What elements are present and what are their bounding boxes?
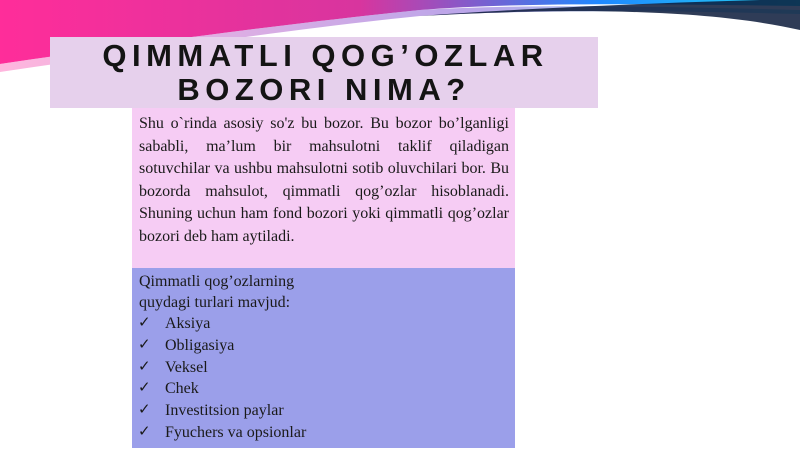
slide-title-line-2: BOZORI NIMA? <box>177 72 471 107</box>
checkmark-icon: ✓ <box>138 421 151 440</box>
definition-paragraph: Shu o`rinda asosiy so'z bu bozor. Bu bozor bo’lganligi sababli, ma’lum bir mahsulotni taklif qiladigan sotuvchilar va ushbu mahsulotni sotib oluvchilari bor. Bu bozorda mahsulot, qimmatli qog’ozlar hisoblanadi. Shuning uchun ham fond bozori yoki qimmatli qog’ozlar bozori deb ham aytiladi. <box>139 115 509 245</box>
slide-title-line-1: QIMMATLI QOG’OZLAR <box>102 38 549 73</box>
list-item-label: Chek <box>165 380 199 398</box>
types-panel <box>132 268 515 448</box>
checkmark-icon: ✓ <box>138 378 151 397</box>
list-item-label: Fyuchers va opsionlar <box>165 423 307 441</box>
list-item-label: Aksiya <box>165 315 211 332</box>
types-list <box>132 313 515 444</box>
list-item <box>132 400 515 422</box>
checkmark-icon: ✓ <box>138 334 151 353</box>
title-banner <box>50 37 598 108</box>
list-item-label: Veksel <box>165 358 208 376</box>
types-intro-line-2: quydagi turlari mavjud: <box>139 294 291 311</box>
list-item <box>132 378 515 400</box>
list-item-label: Investitsion paylar <box>165 402 284 420</box>
checkmark-icon: ✓ <box>138 356 151 375</box>
list-item <box>132 422 515 444</box>
list-item <box>132 357 515 379</box>
types-intro-line-1: Qimmatli qog’ozlarning <box>139 273 295 290</box>
definition-panel <box>132 108 515 268</box>
checkmark-icon: ✓ <box>138 313 151 331</box>
types-intro <box>139 271 439 313</box>
list-item <box>132 313 515 335</box>
list-item <box>132 335 515 357</box>
checkmark-icon: ✓ <box>138 400 151 419</box>
list-item-label: Obligasiya <box>165 336 235 354</box>
